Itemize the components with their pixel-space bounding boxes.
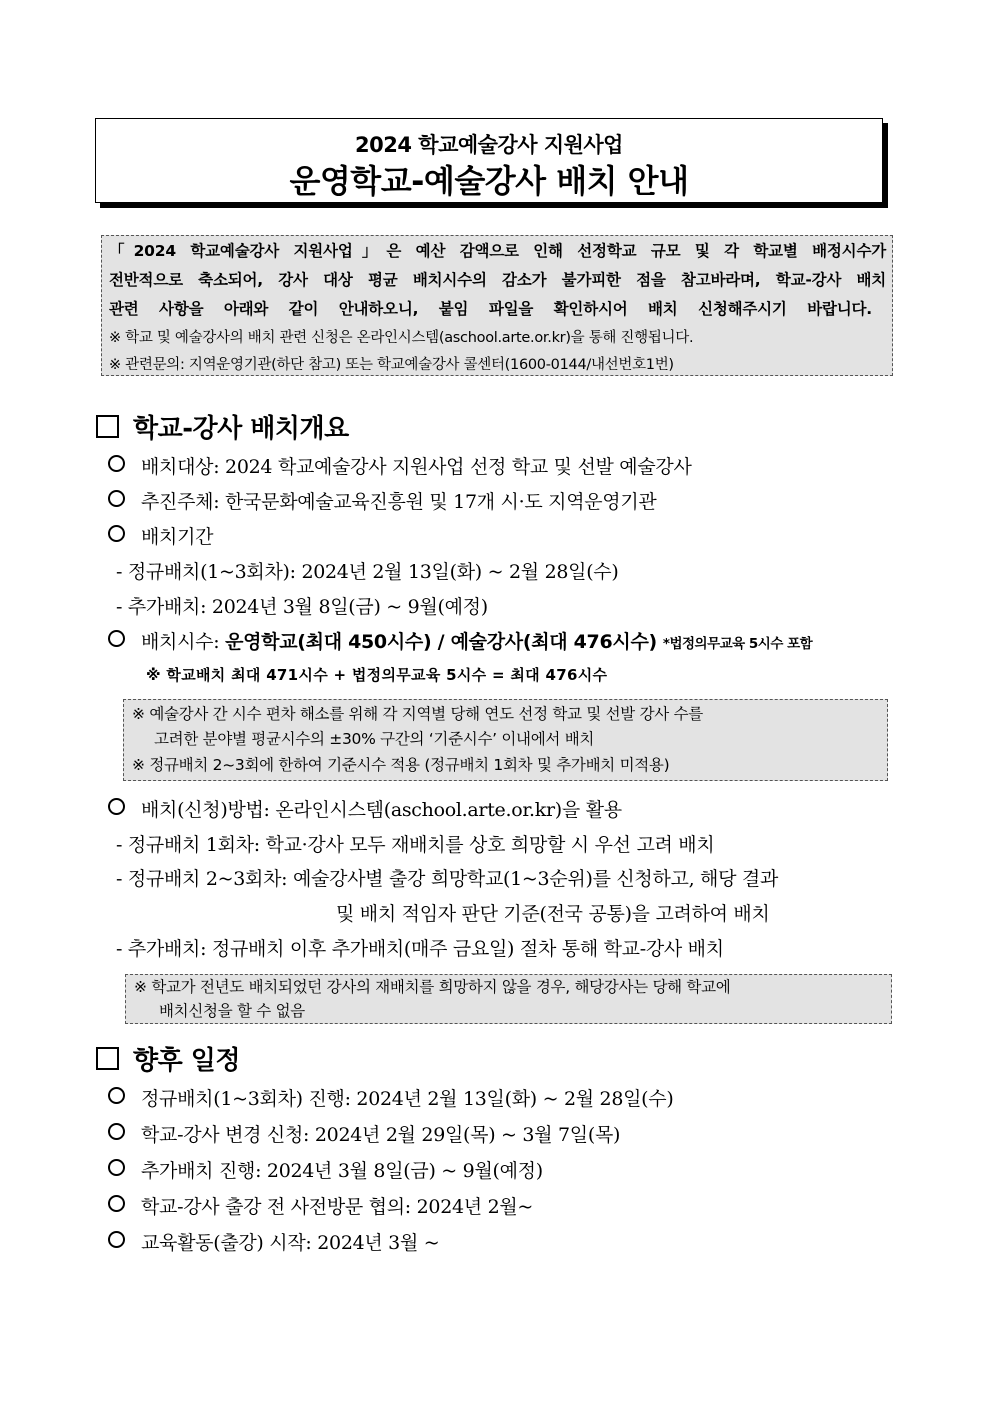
sub-item: - 정규배치 2~3회차: 예술강사별 출강 희망학교(1~3순위)를 신청하고, 해당 결과 (116, 868, 779, 890)
square-bullet-icon (96, 1047, 119, 1070)
sub-item-continued: 및 배치 적임자 판단 기준(전국 공통)을 고려하여 배치 (336, 903, 770, 925)
sub-item: - 추가배치: 정규배치 이후 추가배치(매주 금요일) 절차 통해 학교-강사 배치 (116, 938, 724, 960)
note-line: 고려한 분야별 평균시수의 ±30% 구간의 ‘기준시수’ 이내에서 배치 (154, 730, 595, 748)
circle-bullet-icon (108, 1159, 125, 1176)
intro-box (101, 235, 893, 376)
hours-formula: ※ 학교배치 최대 471시수 + 법정의무교육 5시수 = 최대 476시수 (146, 666, 608, 684)
circle-bullet-icon (108, 455, 125, 472)
note-line: ※ 학교가 전년도 배치되었던 강사의 재배치를 희망하지 않을 경우, 해당강사는 당해 학교에 (134, 978, 731, 996)
list-item: 추진주체: 한국문화예술교육진흥원 및 17개 시·도 지역운영기관 (108, 487, 656, 514)
circle-bullet-icon (108, 1231, 125, 1248)
note-line: ※ 예술강사 간 시수 편차 해소를 위해 각 지역별 당해 연도 선정 학교 및 선발 강사 수를 (132, 705, 703, 723)
note-line: 배치신청을 할 수 없음 (159, 1002, 305, 1020)
list-item: 배치기간 (108, 522, 213, 549)
intro-line: 관련 사항을 아래와 같이 안내하오니, 붙임 파일을 확인하시어 배치 신청해주시기 바랍니다. (109, 300, 872, 318)
schedule-item: 학교-강사 변경 신청: 2024년 2월 29일(목) ~ 3월 7일(목) (108, 1120, 620, 1147)
note-line: ※ 정규배치 2~3회에 한하여 기준시수 적용 (정규배치 1회차 및 추가배치 미적용) (132, 756, 670, 774)
intro-line: 「2024 학교예술강사 지원사업」은 예산 감액으로 인해 선정학교 규모 및 각 학교별 배정시수가 (109, 242, 886, 260)
intro-note: ※ 관련문의: 지역운영기관(하단 참고) 또는 학교예술강사 콜센터(1600-0144/내선번호1번) (109, 357, 674, 373)
sub-item: - 정규배치(1~3회차): 2024년 2월 13일(화) ~ 2월 28일(수) (116, 561, 619, 583)
circle-bullet-icon (108, 630, 125, 647)
schedule-item: 학교-강사 출강 전 사전방문 협의: 2024년 2월~ (108, 1192, 533, 1219)
schedule-item: 추가배치 진행: 2024년 3월 8일(금) ~ 9월(예정) (108, 1156, 543, 1183)
schedule-item: 정규배치(1~3회차) 진행: 2024년 2월 13일(화) ~ 2월 28일(수) (108, 1084, 673, 1111)
intro-line: 전반적으로 축소되어, 강사 대상 평균 배치시수의 감소가 불가피한 점을 참고바라며, 학교-강사 배치 (109, 271, 886, 289)
sub-item: - 정규배치 1회차: 학교·강사 모두 재배치를 상호 희망할 시 우선 고려 배치 (116, 834, 715, 856)
section-heading-schedule: 향후 일정 (96, 1040, 240, 1077)
square-bullet-icon (96, 415, 119, 438)
section-heading-overview: 학교-강사 배치개요 (96, 408, 349, 445)
title-box (95, 118, 883, 203)
list-item-hours: 배치시수: 운영학교(최대 450시수) / 예술강사(최대 476시수) *법정의무교육 5시수 포함 (108, 627, 812, 654)
intro-note: ※ 학교 및 예술강사의 배치 관련 신청은 온라인시스템(aschool.arte.or.kr)을 통해 진행됩니다. (109, 330, 694, 346)
circle-bullet-icon (108, 1195, 125, 1212)
sub-item: - 추가배치: 2024년 3월 8일(금) ~ 9월(예정) (116, 596, 488, 618)
method-note-box (125, 974, 892, 1024)
circle-bullet-icon (108, 1087, 125, 1104)
list-item: 배치(신청)방법: 온라인시스템(aschool.arte.or.kr)을 활용 (108, 795, 622, 822)
list-item: 배치대상: 2024 학교예술강사 지원사업 선정 학교 및 선발 예술강사 (108, 452, 692, 479)
circle-bullet-icon (108, 525, 125, 542)
schedule-item: 교육활동(출강) 시작: 2024년 3월 ~ (108, 1228, 439, 1255)
page-title: 운영학교-예술강사 배치 안내 (289, 162, 689, 200)
circle-bullet-icon (108, 798, 125, 815)
hours-note-box (123, 699, 888, 781)
circle-bullet-icon (108, 1123, 125, 1140)
title-line1: 2024 학교예술강사 지원사업 (355, 133, 623, 157)
circle-bullet-icon (108, 490, 125, 507)
